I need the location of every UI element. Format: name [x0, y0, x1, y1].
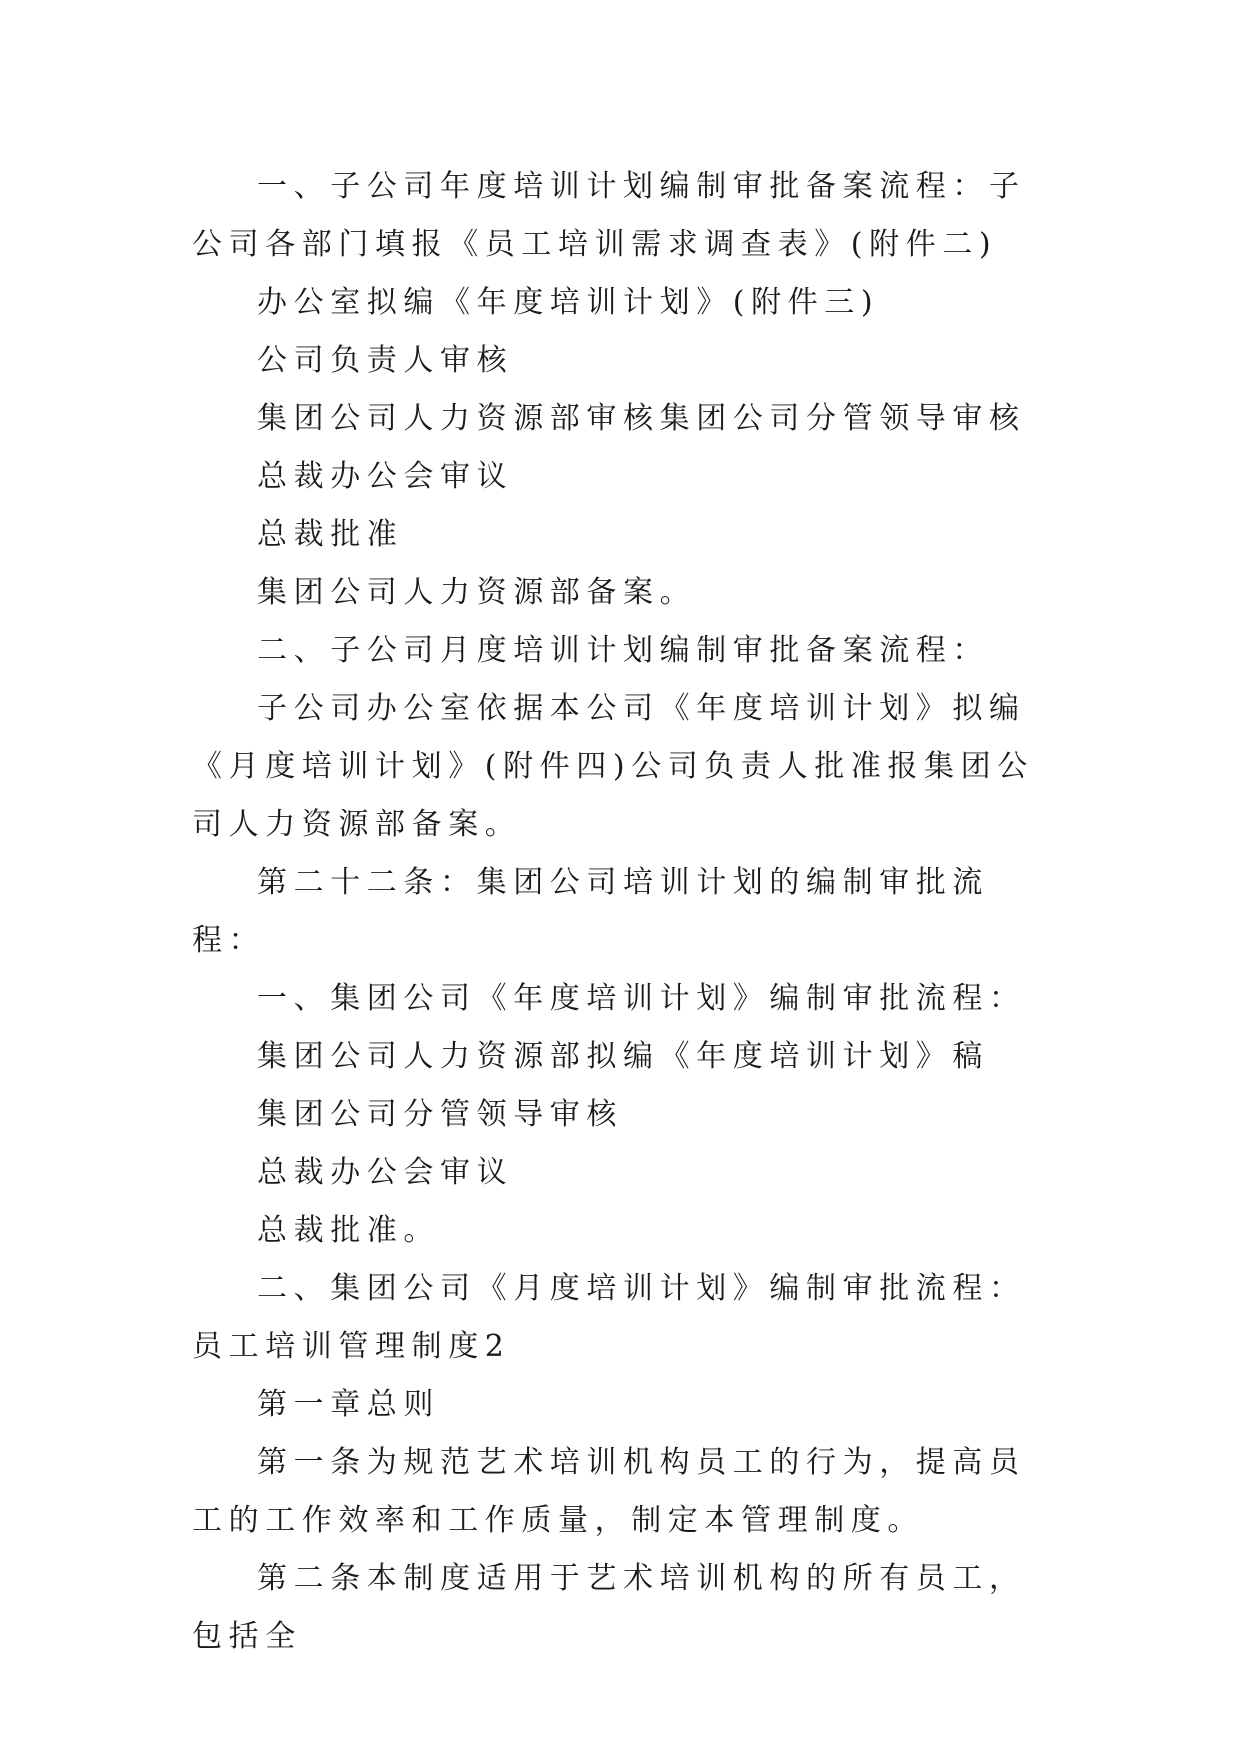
paragraph-9: 子公司办公室依据本公司《年度培训计划》拟编《月度培训计划》(附件四)公司负责人批准报集团公司人力资源部备案。 — [192, 691, 1034, 842]
paragraph-19: 第一条为规范艺术培训机构员工的行为，提高员工的工作效率和工作质量，制定本管理制度。 — [192, 1445, 1026, 1538]
paragraph-4: 集团公司人力资源部审核集团公司分管领导审核 — [257, 401, 1026, 436]
paragraph-13: 集团公司分管领导审核 — [257, 1097, 623, 1132]
paragraph-5: 总裁办公会审议 — [257, 459, 514, 494]
chapter-heading: 第一章总则 — [257, 1387, 440, 1422]
paragraph-8: 二、子公司月度培训计划编制审批备案流程： — [257, 633, 989, 668]
paragraph-6: 总裁批准 — [257, 517, 404, 552]
paragraph-15: 总裁批准。 — [257, 1213, 440, 1248]
paragraph-16: 二、集团公司《月度培训计划》编制审批流程： — [257, 1271, 1026, 1306]
paragraph-11: 一、集团公司《年度培训计划》编制审批流程： — [257, 981, 1026, 1016]
paragraph-10: 第二十二条：集团公司培训计划的编制审批流程： — [192, 865, 989, 958]
paragraph-14: 总裁办公会审议 — [257, 1155, 514, 1190]
paragraph-3: 公司负责人审核 — [257, 343, 514, 378]
paragraph-1: 一、子公司年度培训计划编制审批备案流程：子公司各部门填报《员工培训需求调查表》(附件二) — [192, 169, 1026, 262]
paragraph-12: 集团公司人力资源部拟编《年度培训计划》稿 — [257, 1039, 989, 1074]
document-body — [192, 158, 1054, 1666]
section-heading: 员工培训管理制度2 — [192, 1329, 511, 1364]
paragraph-7: 集团公司人力资源部备案。 — [257, 575, 697, 610]
paragraph-2: 办公室拟编《年度培训计划》(附件三) — [257, 285, 880, 320]
paragraph-20: 第二条本制度适用于艺术培训机构的所有员工，包括全 — [192, 1561, 1026, 1654]
